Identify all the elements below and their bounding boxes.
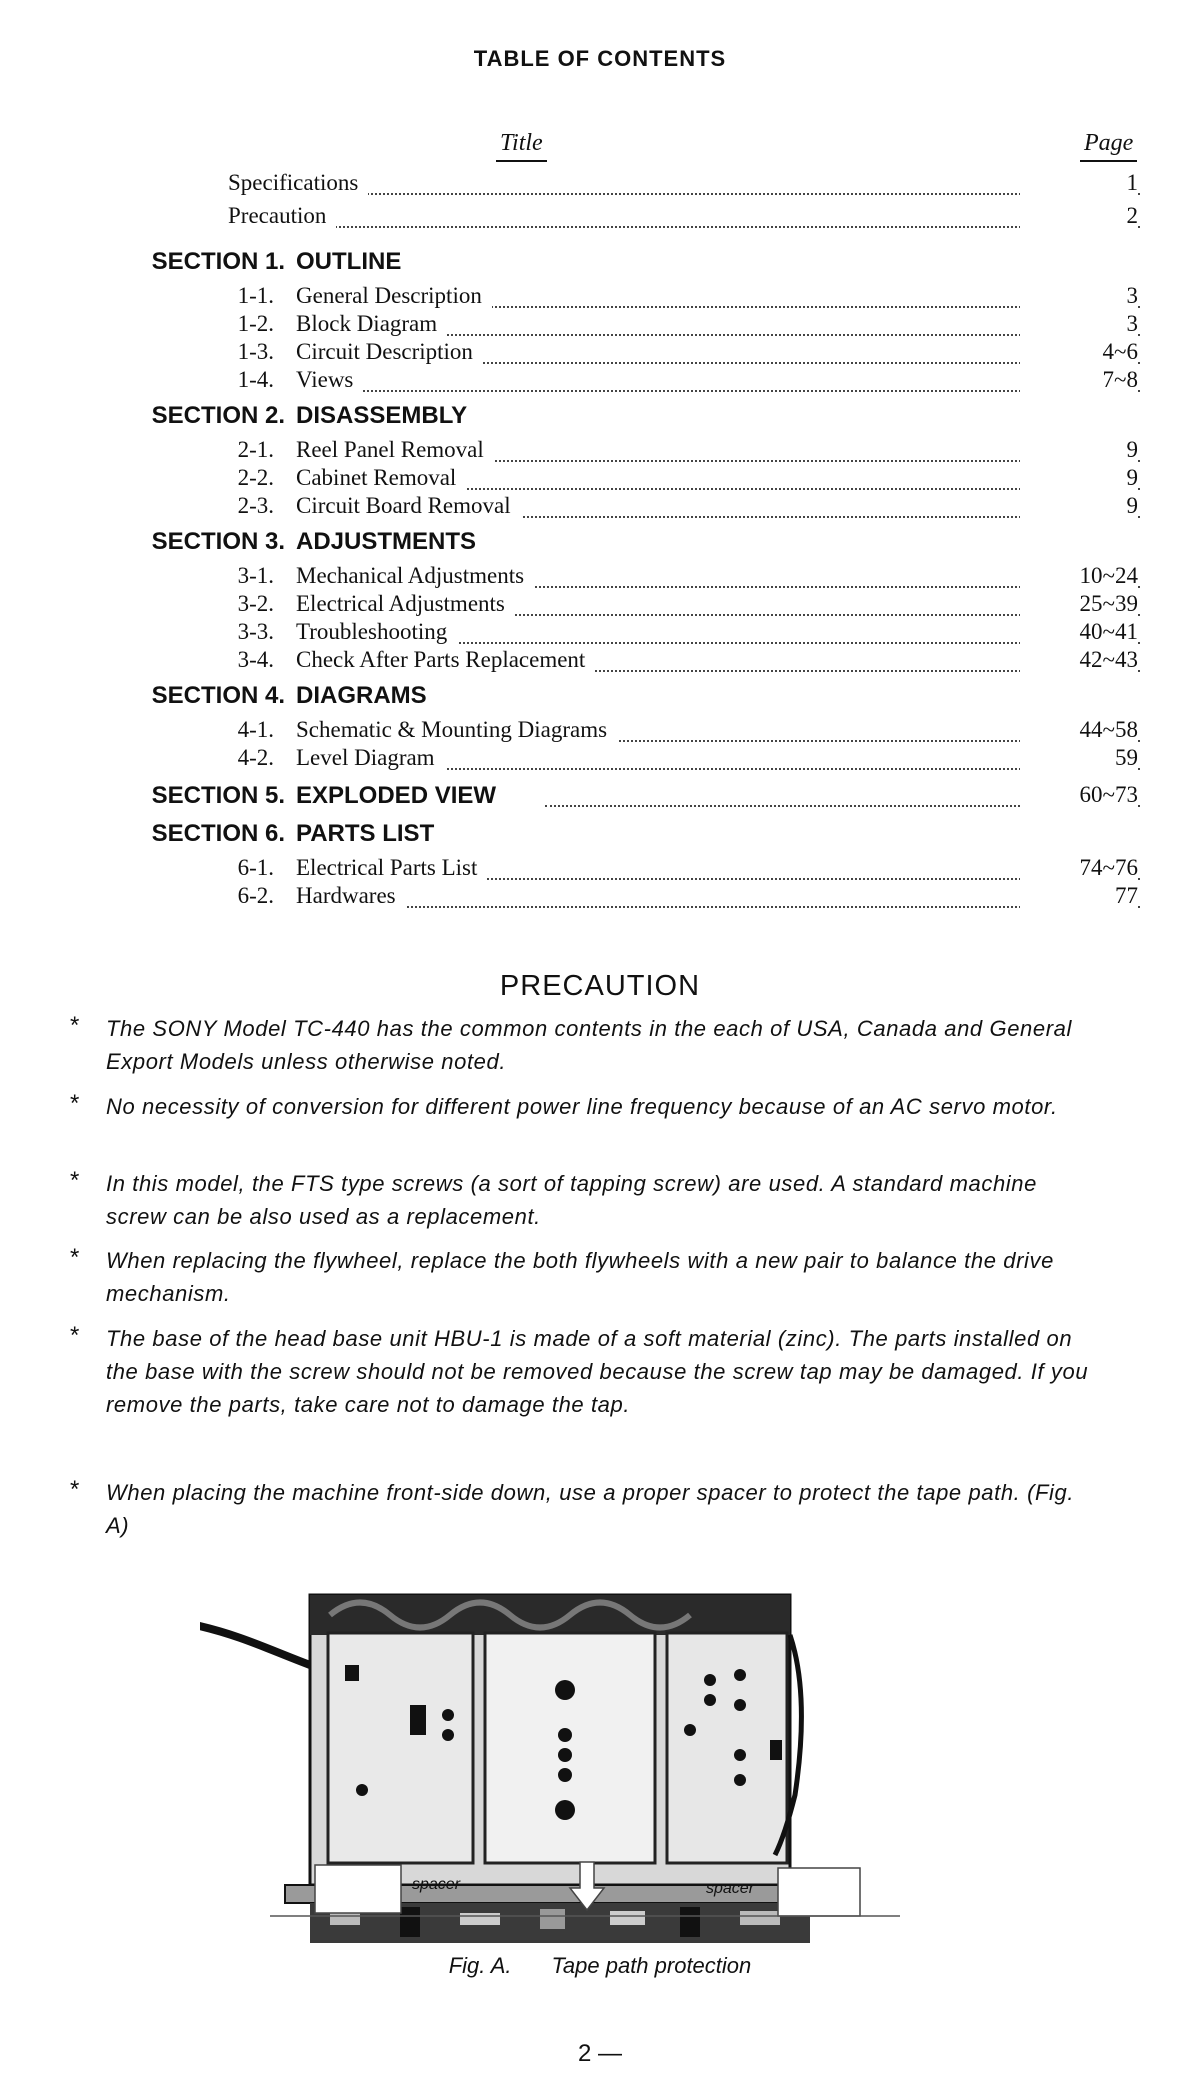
down-arrow-icon xyxy=(570,1862,604,1910)
toc-page: 3 xyxy=(1020,283,1138,309)
toc-entry-number: 6-1. xyxy=(237,855,274,880)
toc-entry-number: 1-3. xyxy=(237,339,274,364)
toc-entry-number: 4-2. xyxy=(237,745,274,770)
spacer-right-box xyxy=(778,1868,860,1916)
bullet-star: * xyxy=(70,1322,80,1349)
toc-entry-number: 1-2. xyxy=(237,311,274,336)
toc-page: 74~76 xyxy=(1020,855,1138,881)
spacer-left-box xyxy=(315,1865,401,1913)
precaution-text: When placing the machine front-side down, use a proper spacer to protect the tape path. (Fig. A) xyxy=(106,1480,1075,1538)
toc-column-title: Title xyxy=(496,130,547,162)
figure-caption-text: Tape path protection xyxy=(551,1953,752,1978)
toc-page: 9 xyxy=(1020,465,1138,491)
toc-entry-label: Precaution xyxy=(228,203,336,229)
toc-entry-label: Schematic & Mounting Diagrams xyxy=(296,717,617,743)
toc-column-page: Page xyxy=(1080,130,1137,162)
toc-entry-label: Mechanical Adjustments xyxy=(296,563,534,589)
toc-entry-label: Cabinet Removal xyxy=(296,465,466,491)
page-number: 2 — xyxy=(577,2040,622,2067)
toc-page: 2 xyxy=(1020,203,1138,229)
toc-section-label: SECTION 2. xyxy=(151,402,285,429)
spacer-label-right: spacer xyxy=(706,1880,755,1897)
toc-section-name: DIAGRAMS xyxy=(296,682,427,709)
toc-entry-number: 2-3. xyxy=(237,493,274,518)
toc-section-label: SECTION 3. xyxy=(151,528,285,555)
toc-section-label: SECTION 5. xyxy=(151,782,285,809)
toc-entry-number: 3-1. xyxy=(237,563,274,588)
precaution-text: The SONY Model TC-440 has the common contents in the each of USA, Canada and General Export Models unless otherwise noted. xyxy=(106,1016,1072,1074)
spacer-label-left: spacer xyxy=(412,1876,461,1893)
toc-entry-label: Circuit Board Removal xyxy=(296,493,521,519)
toc-page: 10~24 xyxy=(1020,563,1138,589)
toc-page: 60~73 xyxy=(1020,782,1138,808)
figure-caption-id: Fig. A. xyxy=(448,1953,512,1978)
toc-page: 4~6 xyxy=(1020,339,1138,365)
toc-entry-number: 4-1. xyxy=(237,717,274,742)
toc-entry-label: Specifications xyxy=(228,170,368,196)
toc-section-name: EXPLODED VIEW xyxy=(296,782,497,809)
toc-entry-number: 6-2. xyxy=(237,883,274,908)
toc-page: 59 xyxy=(1020,745,1138,771)
toc-entry-number: 1-4. xyxy=(237,367,274,392)
bullet-star: * xyxy=(70,1012,80,1039)
toc-section-label: SECTION 6. xyxy=(151,820,285,847)
toc-entry-label: Check After Parts Replacement xyxy=(296,647,595,673)
toc-entry-label: Views xyxy=(296,367,363,393)
toc-section-label: SECTION 4. xyxy=(151,682,285,709)
toc-page: 25~39 xyxy=(1020,591,1138,617)
toc-section-name: PARTS LIST xyxy=(296,820,435,847)
toc-entry-number: 3-3. xyxy=(237,619,274,644)
bullet-star: * xyxy=(70,1244,80,1271)
bullet-star: * xyxy=(70,1090,80,1117)
toc-section-name: OUTLINE xyxy=(296,248,402,275)
bullet-star: * xyxy=(70,1476,80,1503)
toc-title: TABLE OF CONTENTS xyxy=(473,46,727,71)
toc-page: 42~43 xyxy=(1020,647,1138,673)
bullet-star: * xyxy=(70,1167,80,1194)
toc-entry-label: Block Diagram xyxy=(296,311,447,337)
toc-entry-label: Circuit Description xyxy=(296,339,483,365)
toc-page: 9 xyxy=(1020,437,1138,463)
toc-section-name: DISASSEMBLY xyxy=(296,402,468,429)
toc-entry-number: 1-1. xyxy=(237,283,274,308)
toc-entry-label: Electrical Parts List xyxy=(296,855,487,881)
toc-entry-label: Hardwares xyxy=(296,883,406,909)
toc-entry-label: General Description xyxy=(296,283,492,309)
toc-section-label: SECTION 1. xyxy=(151,248,285,275)
toc-entry-label: Reel Panel Removal xyxy=(296,437,494,463)
toc-entry-number: 3-4. xyxy=(237,647,274,672)
precaution-text: In this model, the FTS type screws (a sort of tapping screw) are used. A standard machine screw can be also used as a replacement. xyxy=(106,1171,1037,1229)
toc-entry-label: Level Diagram xyxy=(296,745,445,771)
precaution-text: The base of the head base unit HBU-1 is made of a soft material (zinc). The parts installed on the base with the screw should not be removed because the screw tap may be damaged. If you remove the parts, take care not to damage the tap. xyxy=(106,1326,1089,1417)
toc-page: 7~8 xyxy=(1020,367,1138,393)
toc-page: 44~58 xyxy=(1020,717,1138,743)
toc-page: 1 xyxy=(1020,170,1138,196)
precaution-title: PRECAUTION xyxy=(499,970,701,1002)
precaution-text: When replacing the flywheel, replace the both flywheels with a new pair to balance the drive mechanism. xyxy=(106,1248,1054,1306)
toc-page: 9 xyxy=(1020,493,1138,519)
toc-page: 77 xyxy=(1020,883,1138,909)
toc-page: 40~41 xyxy=(1020,619,1138,645)
toc-entry-number: 2-2. xyxy=(237,465,274,490)
toc-entry-number: 3-2. xyxy=(237,591,274,616)
toc-entry-label: Troubleshooting xyxy=(296,619,457,645)
toc-page: 3 xyxy=(1020,311,1138,337)
toc-entry-label: Electrical Adjustments xyxy=(296,591,515,617)
toc-entry-number: 2-1. xyxy=(237,437,274,462)
toc-section-name: ADJUSTMENTS xyxy=(296,528,477,555)
precaution-text: No necessity of conversion for different power line frequency because of an AC servo motor. xyxy=(106,1094,1058,1119)
figure-caption xyxy=(0,1953,1200,1979)
